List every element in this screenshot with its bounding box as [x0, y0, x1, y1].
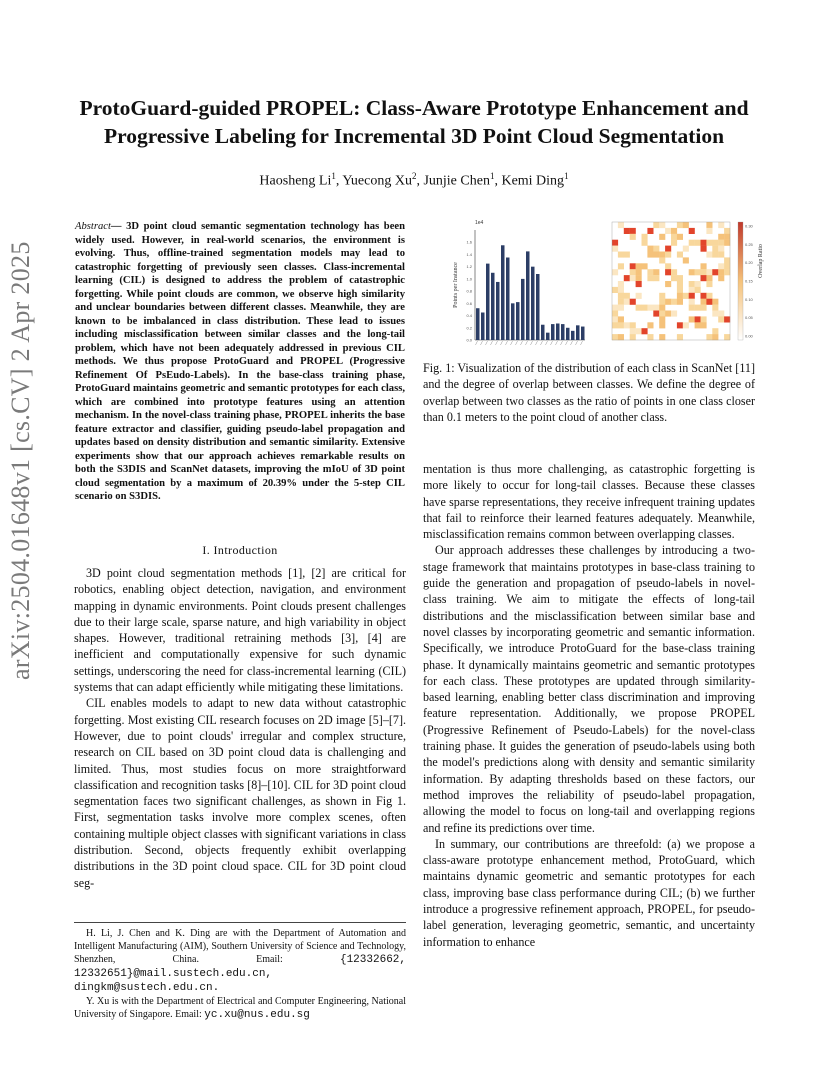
heatmap-cell: [612, 334, 618, 340]
heatmap-cell: [659, 299, 665, 305]
heatmap-cell: [624, 322, 630, 328]
heatmap-cell: [630, 322, 636, 328]
heatmap-cell: [665, 281, 671, 287]
heatmap-cell: [718, 234, 724, 240]
heatmap-cell: [612, 287, 618, 293]
heatmap-cell: [695, 240, 701, 246]
heatmap-cell: [689, 316, 695, 322]
heatmap-cell: [636, 328, 642, 334]
heatmap-cell: [659, 293, 665, 299]
heatmap-cell: [677, 252, 683, 258]
heatmap-cell: [647, 275, 653, 281]
footnote-email: yc.xu@nus.edu.sg: [204, 1009, 310, 1021]
heatmap-cell: [701, 263, 707, 269]
heatmap-cell: [659, 257, 665, 263]
heatmap-cell: [695, 287, 701, 293]
x-tick-mark: [511, 341, 513, 345]
tick-label: 0.2: [466, 325, 472, 331]
heatmap-cell: [695, 305, 701, 311]
tick-label: 0.0: [466, 337, 472, 343]
heatmap-cell: [653, 269, 659, 275]
bar: [561, 324, 565, 340]
heatmap-cell: [718, 246, 724, 252]
heatmap-cell: [642, 305, 648, 311]
heatmap-cell: [689, 299, 695, 305]
heatmap-cell: [659, 252, 665, 258]
bar: [516, 302, 520, 340]
heatmap-cell: [689, 305, 695, 311]
x-tick-mark: [566, 341, 568, 345]
x-tick-mark: [491, 341, 493, 345]
heatmap-cell: [677, 334, 683, 340]
x-tick-mark: [581, 341, 583, 345]
heatmap-cell: [712, 252, 718, 258]
heatmap-cell: [630, 263, 636, 269]
heatmap-cell: [653, 305, 659, 311]
heatmap-cell: [695, 281, 701, 287]
heatmap-cell: [701, 316, 707, 322]
tick-label: 0.6: [466, 300, 472, 306]
x-tick-mark: [541, 341, 543, 345]
x-tick-mark: [556, 341, 558, 345]
heatmap-cell: [665, 269, 671, 275]
heatmap-cell: [636, 269, 642, 275]
tick-label: 0.8: [466, 288, 472, 294]
heatmap-cell: [665, 299, 671, 305]
section-heading: I. Introduction: [202, 543, 278, 557]
footnote-affiliation-1: H. Li, J. Chen and K. Ding are with the Department of Automation and Intelligent Manufacturing (AIM), Southern University of Science and Technology, Shenzhen, China. Email: {12332662, 12332651}@mail.sustech.edu.cn, dingkm@sustech.edu.cn.: [74, 928, 406, 994]
heatmap-cell: [647, 246, 653, 252]
figure-caption: Fig. 1: Visualization of the distribution of each class in ScanNet [11] and the degree of overlap between classes. We define the degree of overlap between two classes as the ratio of points in one class closer than 0.1 meters to the point cloud of another class.: [423, 361, 755, 424]
heatmap-cell: [636, 293, 642, 299]
author-affiliation-mark: 1: [489, 171, 495, 181]
x-tick-mark: [501, 341, 503, 345]
heatmap-cell: [612, 322, 618, 328]
heatmap-cell: [677, 222, 683, 228]
abstract-text: — 3D point cloud semantic segmentation technology has been widely used. However, in real-world scenarios, the environment is evolving. Thus, offline-trained segmentation models may lead to catastrophic forgetting of previously seen classes. Class-incremental learning (CIL) is designed to address the problem of catastrophic forgetting. While point clouds are common, we observe high similarity and unclear boundaries between different classes. Meanwhile, they are known to be imbalanced in class distribution. These lead to issues including misclassification between similar classes and the long-tail problem, which have not been adequately addressed in previous CIL methods. We thus propose ProtoGuard and PROPEL (Progressive Refinement Of PsEudo-Labels). In the base-class training phase, ProtoGuard maintains geometric and semantic prototypes for each class, which are combined into prototype features using an attention mechanism. In the novel-class training phase, PROPEL inherits the base feature extractor and classifier, guiding pseudo-label propagation and updates based on density distribution and semantic similarity. Extensive experiments show that our approach achieves remarkable results on both the S3DIS and ScanNet datasets, improving the mIoU of 3D point cloud segmentation by a maximum of 20.39% under the 5-step CIL scenario on S3DIS.: [75, 221, 405, 502]
bar: [521, 279, 525, 340]
colorbar-tick-label: 0.30: [745, 223, 753, 229]
heatmap-cell: [618, 287, 624, 293]
heatmap-cell: [701, 246, 707, 252]
heatmap-cell: [647, 228, 653, 234]
heatmap-cell: [724, 269, 730, 275]
heatmap-cell: [724, 257, 730, 263]
heatmap-cell: [659, 316, 665, 322]
heatmap-cell: [665, 311, 671, 317]
colorbar-tick-label: 0.00: [745, 333, 753, 339]
bar: [581, 327, 585, 340]
heatmap-cell: [724, 316, 730, 322]
heatmap-cell: [618, 293, 624, 299]
heatmap-cell: [642, 234, 648, 240]
heatmap-cell: [653, 311, 659, 317]
heatmap-cell: [689, 269, 695, 275]
heatmap-cell: [671, 228, 677, 234]
bar: [566, 328, 570, 340]
heatmap-cell: [612, 240, 618, 246]
tick-label: 1.2: [466, 264, 472, 270]
colorbar-tick-label: 0.15: [745, 278, 753, 284]
heatmap-cell: [624, 293, 630, 299]
heatmap-cell: [712, 328, 718, 334]
y-axis-label: Points per Instance: [453, 262, 459, 308]
heatmap-cell: [671, 269, 677, 275]
paragraph: In summary, our contributions are threefold: (a) we propose a class-aware prototype enhancement method, ProtoGuard, which maintains dynamic geometric and semantic prototypes for each class, improving base class performance during CIL; (b) we further introduce a progressive refinement approach, PROPEL, for pseudo-label generation, leveraging geometric, semantic, and uncertainty information to enhance: [423, 836, 755, 949]
heatmap-cell: [659, 222, 665, 228]
abstract: [75, 220, 405, 504]
heatmap-cell: [706, 281, 712, 287]
heatmap-cell: [706, 293, 712, 299]
heatmap-cell: [630, 334, 636, 340]
footnote-emails: {12332662, 12332651}@mail.sustech.edu.cn, dingkm@sustech.edu.cn.: [74, 954, 406, 994]
paragraph: Our approach addresses these challenges by introducing a two-stage framework that maintains prototypes in base-class training to guide the generation and propagation of pseudo-labels in novel-class training. We aim to mitigate the effects of long-tail distributions and the misclassification between similar base and novel classes by incorporating geometric and semantic information. Specifically, we introduce ProtoGuard for the base-class training phase. It dynamically maintains geometric and semantic prototypes for each class. These prototypes are updated through similarity-based learning, enabling better class discrimination and improving feature representation. Additionally, we propose PROPEL (Progressive Refinement of Pseudo-Labels) for the novel-class training phase. It guides the generation of pseudo-labels using both the model's predictions along with density and semantic similarity information. By adapting thresholds based on these factors, our method improves the reliability of pseudo-label propagation, allowing the model to focus on long-tail and overlapping regions and refine its predictions over time.: [423, 543, 755, 835]
heatmap-cell: [683, 293, 689, 299]
heatmap-cell: [642, 240, 648, 246]
heatmap-cell: [712, 299, 718, 305]
heatmap-cell: [689, 240, 695, 246]
bar: [571, 331, 575, 340]
heatmap-cell: [618, 322, 624, 328]
heatmap-cell: [612, 246, 618, 252]
heatmap-cell: [659, 322, 665, 328]
author-affiliation-mark: 1: [564, 171, 569, 181]
bar: [481, 313, 485, 341]
x-tick-mark: [571, 341, 573, 345]
heatmap-cell: [724, 334, 730, 340]
heatmap-cell: [718, 252, 724, 258]
author-name: Junjie Chen: [423, 173, 490, 189]
bar: [546, 333, 550, 340]
heatmap-cell: [653, 275, 659, 281]
heatmap-cell: [718, 311, 724, 317]
heatmap-cell: [653, 246, 659, 252]
heatmap-cell: [706, 334, 712, 340]
heatmap-cell: [701, 299, 707, 305]
heatmap-cell: [683, 246, 689, 252]
heatmap-cell: [642, 328, 648, 334]
heatmap-cell: [718, 316, 724, 322]
heatmap-cell: [712, 305, 718, 311]
paper-title: ProtoGuard-guided PROPEL: Class-Aware Prototype Enhancement and Progressive Labeling for Incremental 3D Point Cloud Segmentation: [79, 96, 749, 148]
heatmap-cell: [701, 293, 707, 299]
x-tick-mark: [551, 341, 553, 345]
heatmap-cell: [665, 246, 671, 252]
author-name: Kemi Ding: [501, 173, 565, 189]
x-tick-mark: [496, 341, 498, 345]
x-tick-mark: [476, 341, 478, 345]
heatmap-cell: [712, 246, 718, 252]
bar: [486, 264, 490, 340]
author-name: Haosheng Li: [259, 173, 332, 189]
heatmap-cell: [706, 240, 712, 246]
heatmap-cell: [618, 305, 624, 311]
heatmap-cell: [677, 299, 683, 305]
colorbar-tick-label: 0.10: [745, 296, 753, 302]
heatmap-cell: [636, 263, 642, 269]
heatmap-cell: [677, 322, 683, 328]
colorbar: [738, 222, 743, 340]
heatmap-cell: [636, 275, 642, 281]
heatmap-cell: [695, 322, 701, 328]
author-list: Haosheng Li$^1$, Yuecong Xu$^2$, Junjie Chen$^1$, Kemi Ding$^1$: [259, 171, 569, 189]
heatmap-cell: [706, 252, 712, 258]
heatmap-cell: [712, 334, 718, 340]
bar: [531, 267, 535, 340]
heatmap-cell: [659, 234, 665, 240]
footnote: [74, 922, 406, 1022]
heatmap-cell: [706, 299, 712, 305]
heatmap-cell: [659, 334, 665, 340]
bar: [551, 324, 555, 340]
heatmap-cell: [659, 305, 665, 311]
heatmap-cell: [647, 322, 653, 328]
paragraph: 3D point cloud segmentation methods [1], [2] are critical for robotics, enabling object detection, navigation, and environment mapping in dynamic environments. Point clouds present challenges due to their large scale, sparse nature, and high variability in object shapes. However, traditional retraining methods [3], [4] are inefficient and computationally expensive for such dynamic settings, underscoring the need for class-incremental learning (CIL) systems that can adapt efficiently while mitigating these limitations.: [74, 566, 406, 695]
heatmap-cell: [630, 275, 636, 281]
heatmap-cell: [724, 228, 730, 234]
heatmap-cell: [724, 263, 730, 269]
heatmap-cell: [706, 275, 712, 281]
heatmap-cell: [612, 316, 618, 322]
heatmap-cell: [712, 311, 718, 317]
heatmap-cell: [618, 222, 624, 228]
heatmap-cell: [647, 305, 653, 311]
heatmap-cell: [630, 234, 636, 240]
x-tick-mark: [521, 341, 523, 345]
heatmap-cell: [706, 228, 712, 234]
heatmap-cell: [683, 257, 689, 263]
x-tick-mark: [486, 341, 488, 345]
heatmap-cell: [653, 252, 659, 258]
heatmap-cell: [612, 305, 618, 311]
heatmap-cell: [671, 311, 677, 317]
heatmap-cell: [677, 287, 683, 293]
heatmap-cell: [671, 240, 677, 246]
x-tick-mark: [561, 341, 563, 345]
heatmap-cell: [618, 263, 624, 269]
colorbar-tick-label: 0.25: [745, 241, 753, 247]
heatmap-cell: [618, 299, 624, 305]
tick-label: 1.0: [466, 276, 472, 282]
bar: [576, 325, 580, 340]
heatmap-cell: [689, 293, 695, 299]
heatmap-cell: [712, 269, 718, 275]
heatmap-cell: [630, 299, 636, 305]
heatmap-cell: [618, 281, 624, 287]
heatmap-cell: [718, 269, 724, 275]
heatmap-cell: [671, 299, 677, 305]
heatmap-cell: [630, 228, 636, 234]
heatmap-cell: [701, 240, 707, 246]
colorbar-label: Overlap Ratio: [758, 244, 764, 278]
x-tick-mark: [481, 341, 483, 345]
heatmap-cell: [701, 305, 707, 311]
heatmap-cell: [636, 281, 642, 287]
heatmap-cell: [695, 269, 701, 275]
x-tick-mark: [531, 341, 533, 345]
x-tick-mark: [536, 341, 538, 345]
bar: [476, 308, 480, 340]
bar: [526, 251, 530, 340]
heatmap-cell: [647, 252, 653, 258]
paragraph: mentation is thus more challenging, as catastrophic forgetting is more likely to occur for long-tail classes. Because these classes have sparse representations, they receive infrequent training updates that fail to reinforce their learned features adequately. Meanwhile, misclassification remains common between overlapping classes.: [423, 462, 755, 542]
bar: [511, 303, 515, 340]
paragraph: CIL enables models to adapt to new data without catastrophic forgetting. Most existing CIL research focuses on 2D image [5]–[7]. However, due to point clouds' irregular and complex structure, research on CIL based on 3D point cloud data is challenging and limited. Thus, most studies focus on more straightforward classification and recognition tasks [8]–[10]. CIL for 3D point cloud segmentation faces two significant challenges, as shown in Fig 1. First, segmentation tasks involve more complex scenes, often containing multiple object classes with significant variations in class distribution. Second, objects frequently exhibit overlapping distributions in the 3D point cloud space. CIL for 3D point cloud seg-: [74, 696, 406, 890]
heatmap-cell: [689, 228, 695, 234]
heatmap-cell: [718, 275, 724, 281]
heatmap-cell: [712, 240, 718, 246]
heatmap-cell: [665, 228, 671, 234]
heatmap-cell: [701, 275, 707, 281]
arxiv-watermark: arXiv:2504.01648v1 [cs.CV] 2 Apr 2025: [6, 241, 35, 680]
heatmap-cell: [624, 228, 630, 234]
heatmap-cell: [618, 334, 624, 340]
intro-left-column: [74, 565, 406, 891]
heatmap-cell: [718, 263, 724, 269]
x-tick-mark: [516, 341, 518, 345]
author-affiliation-mark: 2: [411, 171, 417, 181]
x-tick-mark: [526, 341, 528, 345]
colorbar-tick-label: 0.05: [745, 315, 753, 321]
author-name: Yuecong Xu: [342, 173, 412, 189]
heatmap-cell: [618, 316, 624, 322]
heatmap-cell: [706, 222, 712, 228]
heatmap-cell: [653, 222, 659, 228]
scale-label: 1e4: [475, 220, 484, 226]
figure-1-plots: [445, 216, 764, 358]
heatmap-cell: [642, 263, 648, 269]
heatmap-cell: [671, 275, 677, 281]
heatmap-cell: [612, 311, 618, 317]
heatmap-cell: [706, 269, 712, 275]
heatmap-cell: [689, 281, 695, 287]
heatmap-cell: [677, 275, 683, 281]
heatmap-cell: [624, 299, 630, 305]
heatmap-cell: [612, 269, 618, 275]
heatmap-cell: [665, 252, 671, 258]
x-tick-mark: [576, 341, 578, 345]
tick-label: 1.4: [466, 251, 472, 257]
heatmap-cell: [677, 293, 683, 299]
heatmap-cell: [647, 269, 653, 275]
heatmap-cell: [683, 322, 689, 328]
abstract-label: Abstract: [75, 221, 111, 232]
figure-1: [445, 216, 764, 363]
heatmap-cell: [624, 252, 630, 258]
heatmap-cell: [718, 240, 724, 246]
heatmap-cell: [701, 322, 707, 328]
heatmap-cell: [665, 263, 671, 269]
bar: [501, 245, 505, 340]
heatmap-cell: [689, 287, 695, 293]
heatmap-cell: [677, 234, 683, 240]
intro-right-column: [423, 461, 755, 950]
bar: [541, 325, 545, 340]
bar: [491, 273, 495, 340]
heatmap-cell: [724, 234, 730, 240]
heatmap-cell: [630, 328, 636, 334]
heatmap-cell: [695, 316, 701, 322]
heatmap-cell: [677, 281, 683, 287]
tick-label: 1.6: [466, 239, 472, 245]
heatmap-cell: [630, 269, 636, 275]
heatmap-cell: [624, 275, 630, 281]
bar: [506, 258, 510, 341]
x-tick-mark: [506, 341, 508, 345]
heatmap-cell: [659, 311, 665, 317]
author-affiliation-mark: 1: [331, 171, 336, 181]
heatmap-cell: [718, 222, 724, 228]
x-tick-mark: [546, 341, 548, 345]
bar: [536, 274, 540, 340]
heatmap-cell: [724, 240, 730, 246]
tick-label: 0.4: [466, 313, 472, 319]
bar: [556, 324, 560, 341]
footnote-affiliation-2: Y. Xu is with the Department of Electrical and Computer Engineering, National University of Singapore. Email: yc.xu@nus.edu.sg: [74, 996, 406, 1021]
bar: [496, 282, 500, 340]
heatmap-cell: [647, 334, 653, 340]
heatmap-cell: [636, 305, 642, 311]
heatmap-cell: [618, 252, 624, 258]
heatmap-cell: [671, 234, 677, 240]
heatmap-cell: [701, 269, 707, 275]
colorbar-tick-label: 0.20: [745, 260, 753, 266]
heatmap-cell: [683, 222, 689, 228]
